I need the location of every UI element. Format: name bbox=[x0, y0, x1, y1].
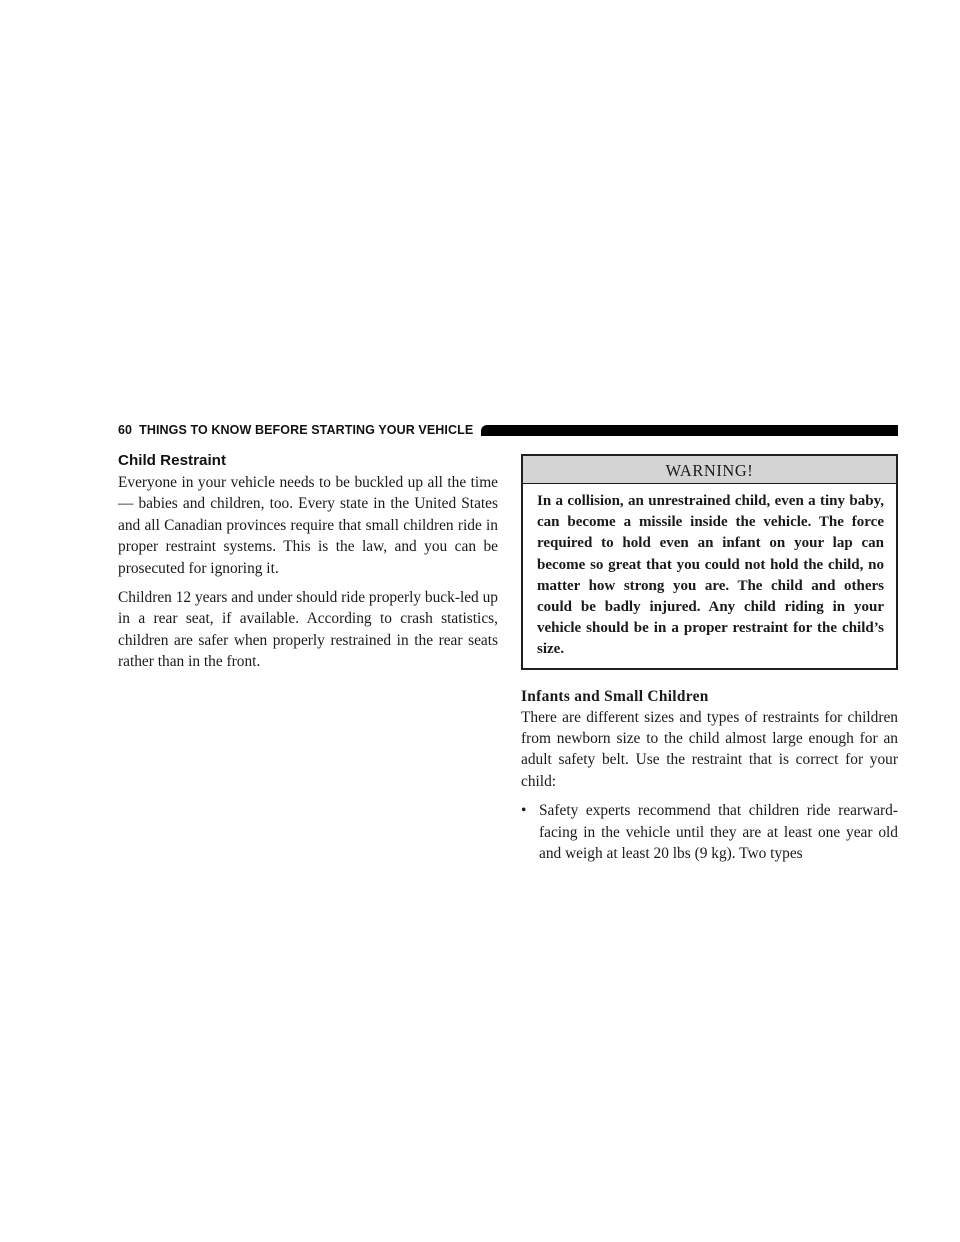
bullet-icon: • bbox=[521, 802, 527, 820]
header-rule bbox=[481, 425, 898, 436]
child-restraint-heading: Child Restraint bbox=[118, 452, 227, 469]
infants-heading: Infants and Small Children bbox=[521, 687, 709, 705]
warning-body: In a collision, an unrestrained child, even a tiny baby, can become a missile inside the vehicle. The force required to hold even an infant on your lap can become so great that you could not hold the child, no matter how strong you are. The child and others could be badly injured. Any child riding in your vehicle should be in a proper restraint for the child’s size. bbox=[537, 493, 884, 658]
page-header bbox=[118, 421, 898, 439]
page-number: 60 bbox=[118, 423, 133, 437]
warning-box bbox=[521, 454, 898, 670]
bullet-text: Safety experts recommend that children ride rearward-facing in the vehicle until they are at least one year old and weigh at least 20 lbs (9 kg). Two types bbox=[539, 802, 898, 863]
bullet-list bbox=[521, 800, 898, 864]
right-column bbox=[521, 450, 898, 864]
warning-title: WARNING! bbox=[523, 456, 896, 484]
header-label bbox=[118, 423, 473, 437]
paragraph-rear-seat: Children 12 years and under should ride properly buck-led up in a rear seat, if available. According to crash statistics, children are safer when properly restrained in the rear seats rather than in the front. bbox=[118, 589, 498, 671]
paragraph-buckle-up: Everyone in your vehicle needs to be buckled up all the time — babies and children, too. Every state in the United States and all Canadian provinces require that small children ride in proper restraint systems. This is the law, and you can be prosecuted for ignoring it. bbox=[118, 474, 498, 577]
paragraph-restraint-types: There are different sizes and types of restraints for children from newborn size to the child almost large enough for an adult safety belt. Use the restraint that is correct for your child: bbox=[521, 708, 898, 790]
section-title: THINGS TO KNOW BEFORE STARTING YOUR VEHICLE bbox=[139, 423, 474, 437]
list-item bbox=[521, 800, 898, 864]
left-column bbox=[118, 450, 498, 681]
